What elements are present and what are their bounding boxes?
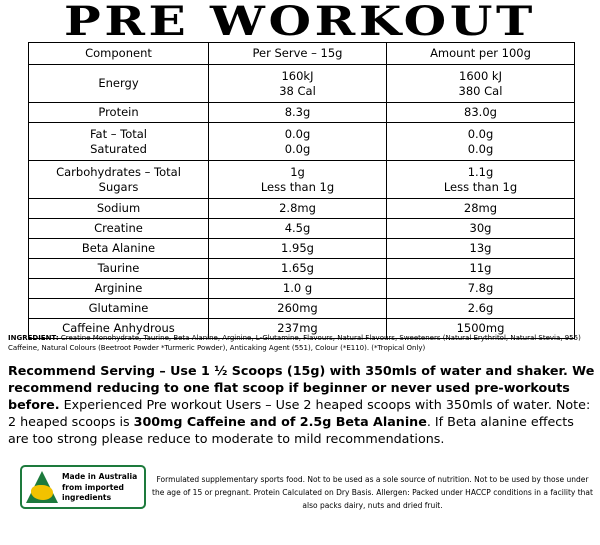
component-cell-line: Carbohydrates – Total bbox=[56, 164, 181, 179]
component-cell-line: Beta Alanine bbox=[81, 241, 156, 255]
per-100g-cell-line: 83.0g bbox=[464, 105, 497, 119]
table-row bbox=[29, 123, 575, 161]
per-100g-cell bbox=[387, 299, 575, 319]
component-cell bbox=[29, 65, 209, 103]
per-serve-cell-line: 1.65g bbox=[281, 261, 314, 275]
table-row bbox=[29, 161, 575, 199]
recommend-bold-a: 300mg Caffeine and of 2.5g Beta Alanine bbox=[133, 414, 427, 429]
table-row bbox=[29, 259, 575, 279]
per-100g-cell-line: Less than 1g bbox=[443, 179, 518, 194]
component-cell-line: Taurine bbox=[97, 261, 140, 275]
page-title: PRE WORKOUT bbox=[63, 0, 537, 45]
column-header: Amount per 100g bbox=[387, 43, 575, 65]
component-cell-line: Caffeine Anhydrous bbox=[62, 321, 175, 335]
component-cell-line: Sugars bbox=[98, 179, 139, 194]
component-cell-line: Sodium bbox=[96, 201, 141, 215]
component-cell-line: Creatine bbox=[94, 221, 143, 235]
per-100g-cell bbox=[387, 123, 575, 161]
per-100g-cell-line: 11g bbox=[469, 261, 492, 275]
per-100g-cell-line: 0.0g bbox=[467, 141, 494, 156]
per-serve-cell-line: 8.3g bbox=[284, 105, 311, 119]
table-row bbox=[29, 199, 575, 219]
per-serve-cell bbox=[209, 199, 387, 219]
ingredients-text bbox=[8, 333, 594, 353]
per-serve-cell-line: 237mg bbox=[277, 321, 318, 335]
table-header-row bbox=[29, 43, 575, 65]
per-serve-cell bbox=[209, 123, 387, 161]
per-100g-cell bbox=[387, 239, 575, 259]
per-serve-cell-line: 0.0g bbox=[284, 141, 311, 156]
table-row bbox=[29, 219, 575, 239]
component-cell-line: Arginine bbox=[94, 281, 143, 295]
recommend-text-a: Experienced Pre workout Users – Use 2 heaped scoops with 350mls of water. Note: 2 heaped scoops is bbox=[8, 397, 591, 429]
component-cell-line: Saturated bbox=[90, 141, 147, 156]
per-serve-cell-line: 38 Cal bbox=[279, 83, 316, 98]
per-serve-cell-line: 1.95g bbox=[281, 241, 314, 255]
component-cell-line: Energy bbox=[98, 76, 139, 90]
component-cell bbox=[29, 279, 209, 299]
ingredients-list: Creatine Monohydrate, Taurine, Beta Alanine, Arginine, L-Glutamine, Flavours, Natural Flavours, Sweeteners (Natural Erythritol, Natural Stevia, 955) Caffeine, Natural Colours (Beetroot Powder *Turmeric Powder), Anticaking Agent (551), Colour (*E110). (*Tropical Only) bbox=[8, 334, 581, 352]
per-serve-cell bbox=[209, 219, 387, 239]
per-serve-cell bbox=[209, 65, 387, 103]
per-serve-cell bbox=[209, 161, 387, 199]
component-cell-line: Glutamine bbox=[88, 301, 149, 315]
column-header: Component bbox=[29, 43, 209, 65]
component-cell bbox=[29, 239, 209, 259]
per-serve-cell-line: 1.0 g bbox=[282, 281, 313, 295]
footnote: Formulated supplementary sports food. Not to be used as a sole source of nutrition. Not to be used by those under the age of 15 or pregnant. Protein Calculated on Dry Basis. Allergen: Packed under HACCP conditions in a facility that also packs dairy, nuts and dried fruit. bbox=[152, 475, 593, 510]
per-100g-cell-line: 0.0g bbox=[467, 126, 494, 141]
per-serve-cell-line: Less than 1g bbox=[260, 179, 335, 194]
per-serve-cell-line: 160kJ bbox=[281, 68, 314, 83]
per-100g-cell bbox=[387, 199, 575, 219]
recommend-text-b: . If Beta alanine effects are too strong please reduce to moderate to mild recommendations. bbox=[8, 414, 574, 446]
per-100g-cell-line: 13g bbox=[469, 241, 492, 255]
component-cell bbox=[29, 259, 209, 279]
badge-line: from imported bbox=[62, 482, 124, 492]
per-100g-cell bbox=[387, 259, 575, 279]
per-serve-cell bbox=[209, 279, 387, 299]
component-cell bbox=[29, 123, 209, 161]
badge-line: Made in Australia bbox=[62, 472, 138, 481]
per-100g-cell bbox=[387, 103, 575, 123]
table-row bbox=[29, 239, 575, 259]
per-100g-cell bbox=[387, 161, 575, 199]
per-serve-cell-line: 4.5g bbox=[284, 221, 311, 235]
per-100g-cell bbox=[387, 65, 575, 103]
component-cell bbox=[29, 161, 209, 199]
component-cell bbox=[29, 219, 209, 239]
per-100g-cell-line: 1600 kJ bbox=[459, 68, 502, 83]
per-100g-cell-line: 380 Cal bbox=[458, 83, 503, 98]
nutrition-table bbox=[28, 42, 575, 339]
per-100g-cell-line: 1.1g bbox=[467, 164, 494, 179]
badge-text bbox=[62, 472, 146, 504]
component-cell bbox=[29, 103, 209, 123]
ingredients-label: INGREDIENT: bbox=[8, 334, 59, 342]
per-serve-cell-line: 260mg bbox=[277, 301, 318, 315]
per-serve-cell bbox=[209, 259, 387, 279]
per-serve-cell-line: 2.8mg bbox=[279, 201, 316, 215]
per-serve-cell bbox=[209, 239, 387, 259]
table-row bbox=[29, 279, 575, 299]
badge-line: ingredients bbox=[62, 493, 112, 502]
column-header: Per Serve – 15g bbox=[209, 43, 387, 65]
per-100g-cell-line: 30g bbox=[469, 221, 492, 235]
per-100g-cell bbox=[387, 219, 575, 239]
table-row bbox=[29, 103, 575, 123]
per-serve-cell bbox=[209, 299, 387, 319]
table-row bbox=[29, 65, 575, 103]
made-in-australia-badge bbox=[20, 465, 146, 509]
per-serve-cell-line: 1g bbox=[290, 164, 305, 179]
per-100g-cell-line: 7.8g bbox=[467, 281, 494, 295]
component-cell-line: Protein bbox=[98, 105, 139, 119]
per-100g-cell-line: 28mg bbox=[463, 201, 498, 215]
component-cell bbox=[29, 299, 209, 319]
per-100g-cell-line: 1500mg bbox=[456, 321, 505, 335]
recommended-serving bbox=[8, 362, 598, 447]
per-serve-cell-line: 0.0g bbox=[284, 126, 311, 141]
per-100g-cell bbox=[387, 279, 575, 299]
table-row bbox=[29, 299, 575, 319]
component-cell bbox=[29, 199, 209, 219]
australia-icon bbox=[31, 485, 53, 500]
component-cell-line: Fat – Total bbox=[89, 126, 148, 141]
per-100g-cell-line: 2.6g bbox=[467, 301, 494, 315]
per-serve-cell bbox=[209, 103, 387, 123]
recommend-intro: Recommend Serving – Use 1 ½ Scoops (15g) with 350mls of water and shaker. We recommend reducing to one flat scoop if beginner or never used pre-workouts before. bbox=[8, 363, 595, 412]
